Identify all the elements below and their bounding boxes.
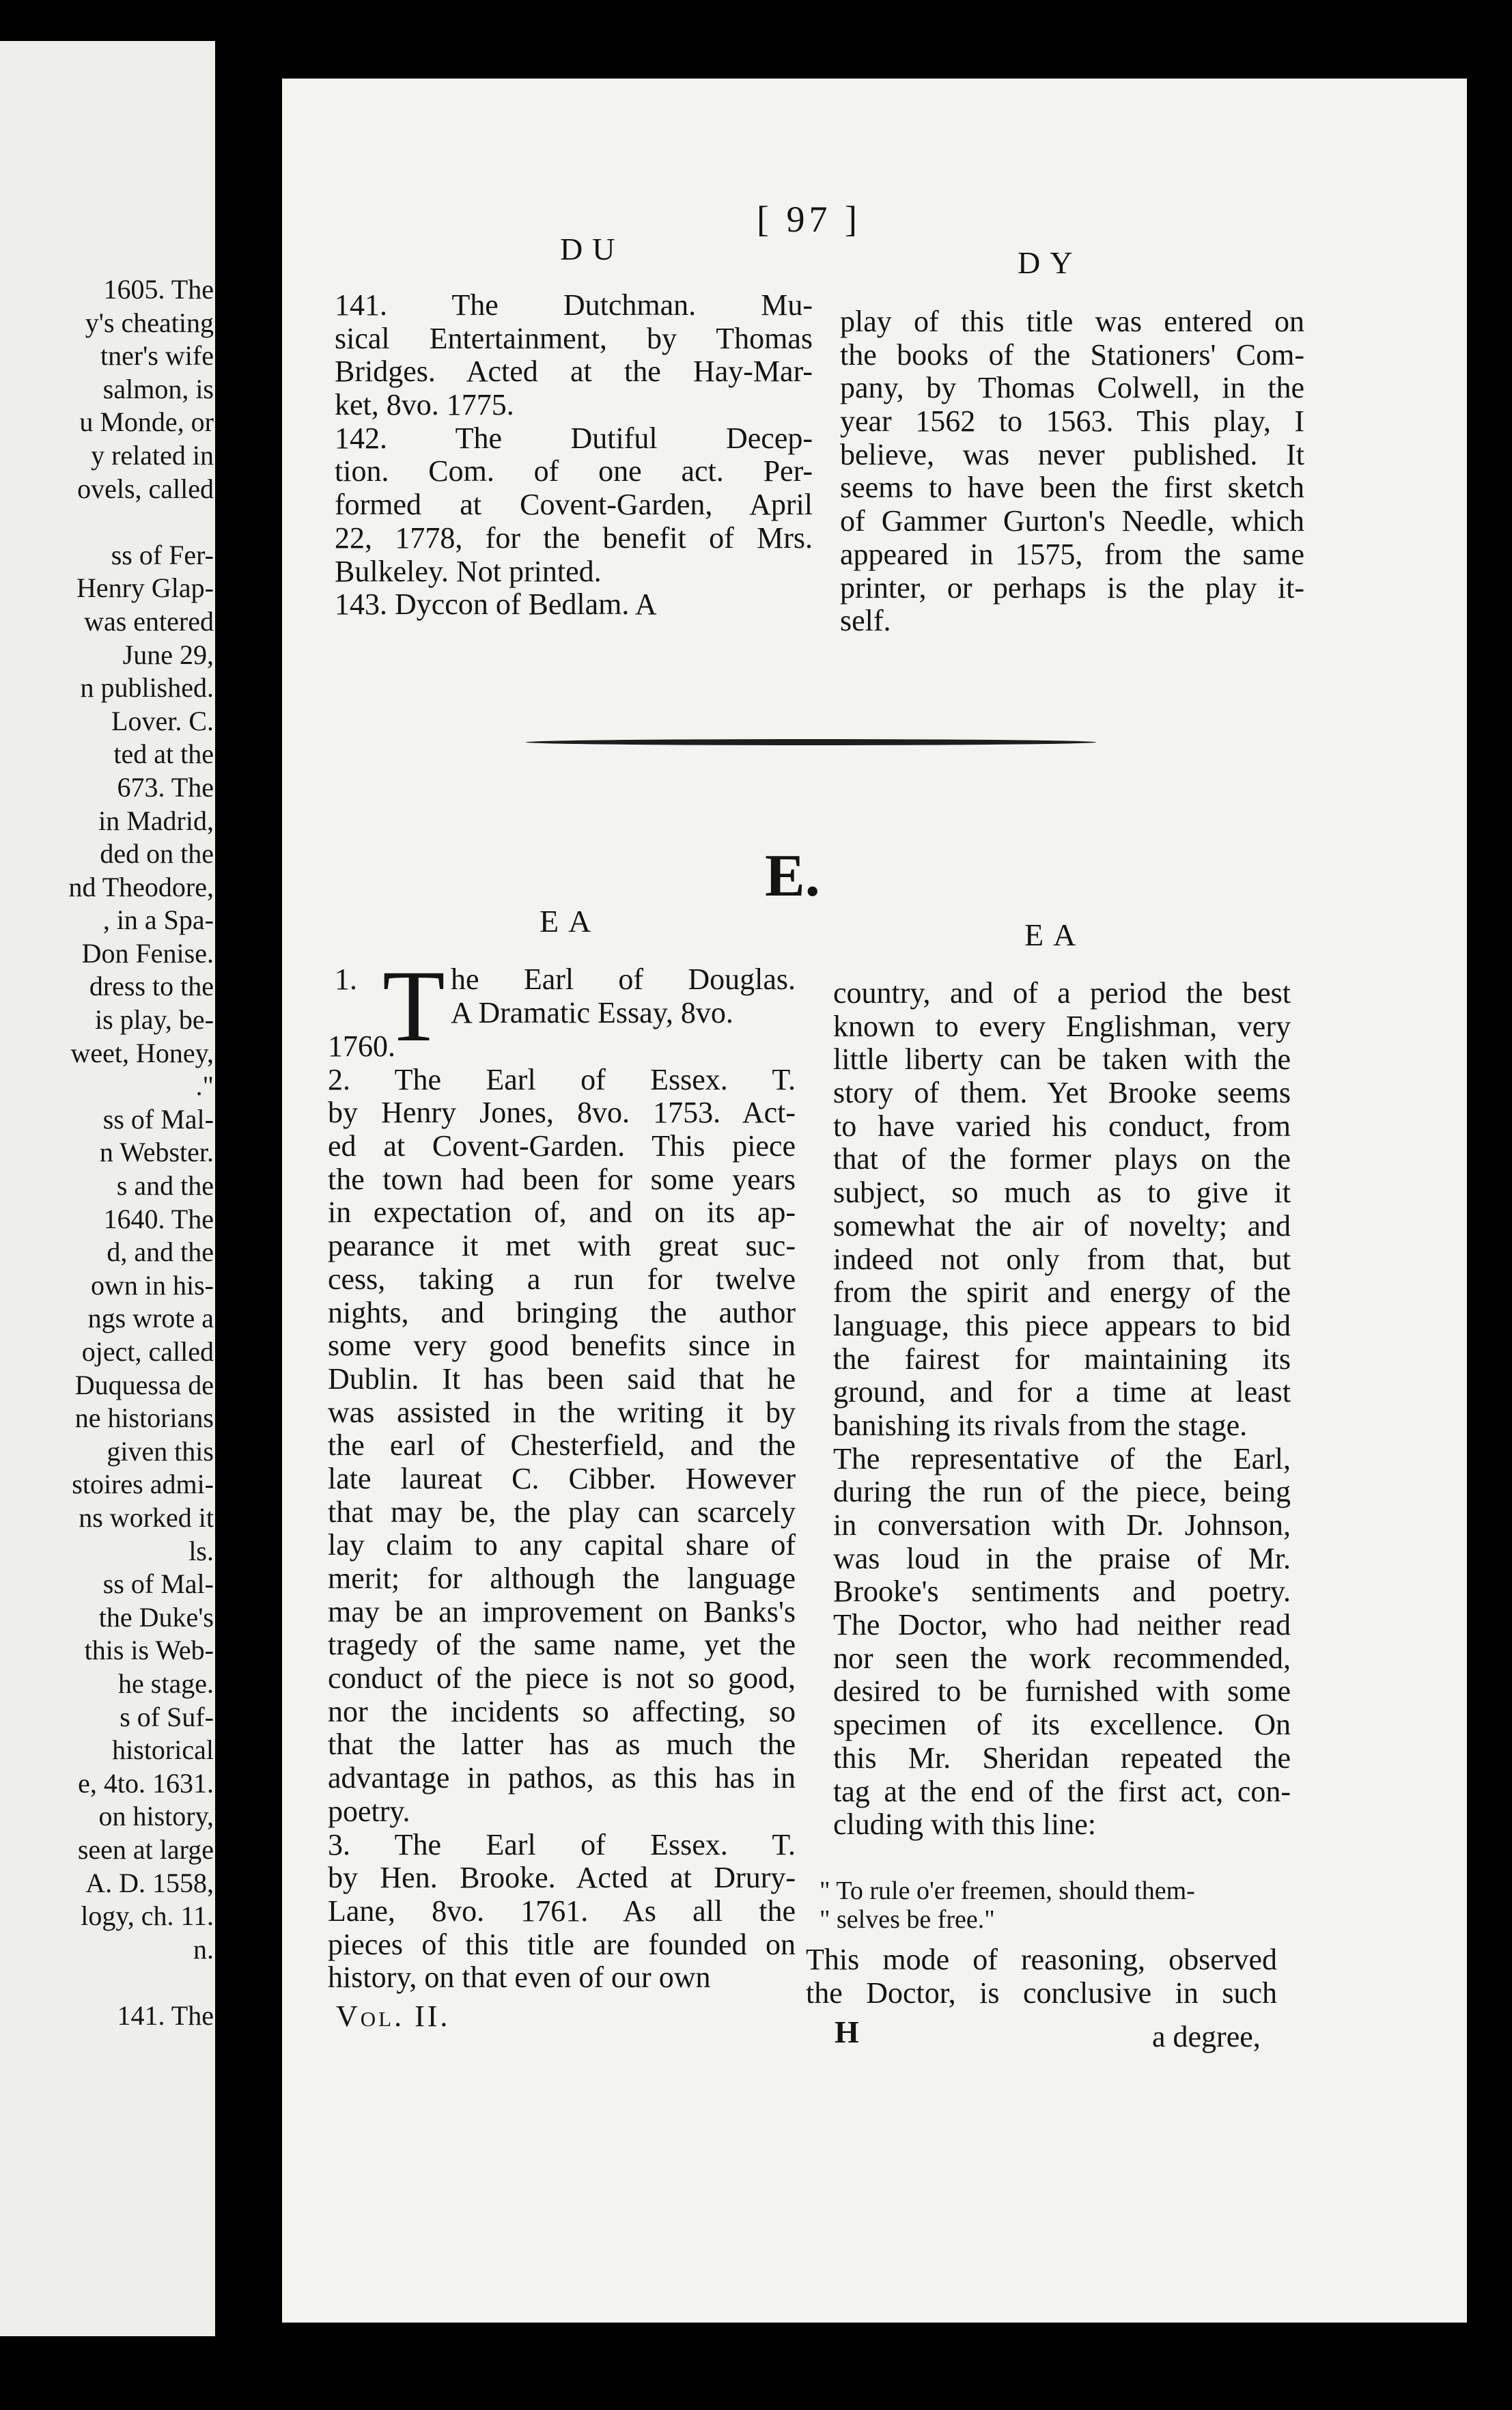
entry-line: The representative of the Earl, xyxy=(833,1441,1291,1476)
previous-page-line: historical xyxy=(112,1734,214,1766)
entry-line: banishing its rivals from the stage. xyxy=(833,1408,1248,1442)
previous-page-line: A. D. 1558, xyxy=(85,1867,214,1898)
entry-line: some very good benefits since in xyxy=(328,1329,796,1363)
previous-page-line: ss of Mal- xyxy=(102,1568,214,1600)
entry-line: late laureat C. Cibber. However xyxy=(328,1461,796,1495)
entry-line: by Henry Jones, 8vo. 1753. Act- xyxy=(328,1096,796,1130)
entry-line: pany, by Thomas Colwell, in the xyxy=(840,371,1304,405)
previous-page-line: u Monde, or xyxy=(79,406,214,438)
entry-line: was loud in the praise of Mr. xyxy=(833,1541,1291,1575)
entry-line: Lane, 8vo. 1761. As all the xyxy=(328,1894,796,1928)
entry-line: the fairest for maintaining its xyxy=(833,1342,1291,1376)
entry-line: 142. The Dutiful Decep- xyxy=(335,421,813,455)
previous-page-line: 1605. The xyxy=(103,274,214,305)
previous-page-line: ded on the xyxy=(100,838,214,870)
previous-page-line: ls. xyxy=(188,1535,214,1566)
entry-line: nor seen the work recommended, xyxy=(833,1641,1291,1675)
entry-line: language, this piece appears to bid xyxy=(833,1308,1291,1342)
previous-page-line: stoires admi- xyxy=(72,1469,214,1500)
previous-page-line: 141. The xyxy=(117,1999,214,2031)
previous-page-line: ." xyxy=(195,1070,214,1102)
entry-line: cess, taking a run for twelve xyxy=(328,1262,796,1296)
entry-line: that of the former plays on the xyxy=(833,1142,1291,1176)
entry-line: that may be, the play can scarcely xyxy=(328,1495,796,1529)
entry-line: ed at Covent-Garden. This piece xyxy=(328,1129,796,1163)
previous-page-line: Henry Glap- xyxy=(76,572,214,604)
previous-page-line: tner's wife xyxy=(100,340,214,372)
signature-mark: H xyxy=(835,2014,859,2049)
previous-page-line: ss of Fer- xyxy=(111,539,214,570)
previous-page-line: weet, Honey, xyxy=(70,1037,214,1068)
top-right-column xyxy=(840,305,1304,638)
previous-page-line: n published. xyxy=(80,672,214,704)
previous-page-line: ss of Mal- xyxy=(102,1103,214,1135)
previous-page-line: June 29, xyxy=(122,639,214,670)
entry-line: the books of the Stationers' Com- xyxy=(840,337,1304,372)
previous-page-line: own in his- xyxy=(91,1269,214,1301)
entry-line: story of them. Yet Brooke seems xyxy=(833,1076,1291,1110)
previous-page-text xyxy=(0,273,214,2032)
entry-line: printer, or perhaps is the play it- xyxy=(840,570,1304,605)
previous-page-line: on history, xyxy=(98,1801,214,1832)
top-left-column xyxy=(335,289,813,622)
entry-line: tion. Com. of one act. Per- xyxy=(335,454,813,488)
entry-line: 141. The Dutchman. Mu- xyxy=(335,288,813,322)
entry-line: little liberty can be taken with the xyxy=(833,1042,1291,1077)
entry-line: the earl of Chesterfield, and the xyxy=(328,1428,796,1463)
previous-page-fragment xyxy=(0,41,215,2336)
previous-page-line: n Webster. xyxy=(99,1137,214,1168)
entry-line: poetry. xyxy=(328,1794,410,1828)
previous-page-line: dress to the xyxy=(89,971,214,1002)
section-letter: E. xyxy=(765,843,820,909)
entry-line: in expectation of, and on its ap- xyxy=(328,1195,796,1230)
previous-page-line: s and the xyxy=(116,1170,214,1202)
previous-page-line: , in a Spa- xyxy=(102,904,214,936)
entry-line: indeed not only from that, but xyxy=(833,1242,1291,1276)
entry-line: desired to be furnished with some xyxy=(833,1674,1291,1708)
entry-line: merit; for although the language xyxy=(328,1562,796,1595)
entry-line: known to every Englishman, very xyxy=(833,1009,1291,1043)
previous-page-line: ns worked it xyxy=(79,1501,214,1533)
entry-line: cluding with this line: xyxy=(833,1808,1096,1842)
previous-page-line: the Duke's xyxy=(98,1601,214,1633)
entry-line: 143. Dyccon of Bedlam. A xyxy=(335,587,657,622)
entry-line: Bridges. Acted at the Hay-Mar- xyxy=(335,355,813,389)
previous-page-line: given this xyxy=(107,1435,214,1467)
entry-line: he Earl of Douglas. xyxy=(451,962,796,996)
previous-page-line: Duquessa de xyxy=(74,1369,214,1400)
entry-line: The Doctor, who had neither read xyxy=(833,1608,1291,1642)
entry-line: Brooke's sentiments and poetry. xyxy=(833,1575,1291,1609)
right-column-quotation xyxy=(820,1876,1277,1934)
right-column-continuation xyxy=(806,1943,1277,2010)
entry-line: this Mr. Sheridan repeated the xyxy=(833,1741,1291,1775)
entry-line: tag at the end of the first act, con- xyxy=(833,1774,1291,1808)
entry-line: play of this title was entered on xyxy=(840,305,1304,338)
entry-line: believe, was never published. It xyxy=(840,437,1304,471)
entry-line: pieces of this title are founded on xyxy=(328,1927,796,1961)
previous-page-line: ovels, called xyxy=(77,473,214,504)
previous-page-line: seen at large xyxy=(77,1833,214,1865)
previous-page-line: Don Fenise. xyxy=(81,937,214,969)
entry-line: Bulkeley. Not printed. xyxy=(335,554,602,588)
previous-page-line: in Madrid, xyxy=(98,805,214,836)
entry-line: country, and of a period the best xyxy=(833,976,1291,1010)
entry-line: pearance it met with great suc- xyxy=(328,1229,796,1263)
previous-page-line: nd Theodore, xyxy=(68,871,214,902)
entry-line: the Doctor, is conclusive in such xyxy=(806,1976,1277,2010)
entry-line: lay claim to any capital share of xyxy=(328,1528,796,1562)
previous-page-line: was entered xyxy=(84,605,214,637)
entry-line: seems to have been the first sketch xyxy=(840,471,1304,505)
entry-line: appeared in 1575, from the same xyxy=(840,537,1304,571)
entry-line: from the spirit and energy of the xyxy=(833,1275,1291,1310)
previous-page-line: salmon, is xyxy=(102,373,214,404)
entry-line: nor the incidents so affecting, so xyxy=(328,1694,796,1728)
previous-page-line: this is Web- xyxy=(84,1635,214,1666)
entry-line: the town had been for some years xyxy=(328,1162,796,1196)
entry-line: of Gammer Gurton's Needle, which xyxy=(840,504,1304,538)
entry-number-1: 1. xyxy=(335,962,357,996)
right-column-body xyxy=(833,977,1291,1842)
previous-page-line: d, and the xyxy=(107,1236,214,1268)
entry-line: 22, 1778, for the benefit of Mrs. xyxy=(335,521,813,555)
entry-line: tragedy of the same name, yet the xyxy=(328,1628,796,1662)
previous-page-line xyxy=(0,505,214,539)
entry-line: formed at Covent-Garden, April xyxy=(335,488,813,522)
catchword: a degree, xyxy=(1152,2020,1261,2053)
entry-line: Dublin. It has been said that he xyxy=(328,1361,796,1396)
previous-page-line: is play, be- xyxy=(94,1004,214,1036)
entry-line: may be an improvement on Banks's xyxy=(328,1594,796,1629)
previous-page-line: Lover. C. xyxy=(111,705,214,736)
section-left-headword: EA xyxy=(540,904,601,939)
previous-page-line: n. xyxy=(193,1933,214,1965)
entry-line: 3. The Earl of Essex. T. xyxy=(328,1827,796,1861)
entry-line: ground, and for a time at least xyxy=(833,1375,1291,1409)
entry-line: ket, 8vo. 1775. xyxy=(335,388,514,422)
previous-page-line: s of Suf- xyxy=(120,1701,214,1732)
previous-page-line xyxy=(0,1966,214,1999)
right-running-headword: DY xyxy=(1018,245,1082,280)
entry-line: that the latter has as much the xyxy=(328,1728,796,1762)
entry-line: was assisted in the writing it by xyxy=(328,1395,796,1429)
previous-page-line: 673. The xyxy=(117,771,214,803)
entry-line: by Hen. Brooke. Acted at Drury- xyxy=(328,1861,796,1895)
left-column-body xyxy=(328,1030,796,1995)
quotation-line: " To rule o'er freemen, should them- xyxy=(820,1876,1195,1905)
entry-line: to have varied his conduct, from xyxy=(833,1109,1291,1143)
entry-line: somewhat the air of novelty; and xyxy=(833,1208,1291,1243)
volume-signature: Vol. II. xyxy=(336,1999,451,2033)
entry-line: self. xyxy=(840,604,891,638)
previous-page-line: oject, called xyxy=(81,1336,214,1367)
previous-page-line: y related in xyxy=(91,439,214,471)
previous-page-line: ted at the xyxy=(113,738,214,770)
previous-page-line: he stage. xyxy=(118,1667,214,1699)
entry-line: specimen of its excellence. On xyxy=(833,1708,1291,1742)
section-right-headword: EA xyxy=(1024,917,1086,952)
left-column-indented-lines xyxy=(451,963,796,1029)
entry-line: history, on that even of our own xyxy=(328,1961,711,1995)
previous-page-line: e, 4to. 1631. xyxy=(78,1767,214,1799)
left-running-headword: DU xyxy=(560,232,625,266)
section-divider-rule xyxy=(526,739,1096,745)
previous-page-line: y's cheating xyxy=(85,307,214,338)
previous-page-line: ngs wrote a xyxy=(87,1303,214,1334)
entry-line: during the run of the piece, being xyxy=(833,1475,1291,1509)
entry-line: advantage in pathos, as this has in xyxy=(328,1761,796,1795)
entry-line: 2. The Earl of Essex. T. xyxy=(328,1062,796,1096)
entry-line: subject, so much as to give it xyxy=(833,1176,1291,1210)
entry-line: conduct of the piece is not so good, xyxy=(328,1661,796,1695)
entry-line: 1760. xyxy=(328,1029,395,1063)
entry-line: This mode of reasoning, observed xyxy=(806,1943,1277,1976)
entry-line: year 1562 to 1563. This play, I xyxy=(840,404,1304,439)
entry-line: A Dramatic Essay, 8vo. xyxy=(451,995,733,1029)
dropcap-letter: T xyxy=(382,950,445,1063)
previous-page-line: logy, ch. 11. xyxy=(81,1900,214,1932)
previous-page-line: ne historians xyxy=(74,1402,214,1434)
quotation-line: " selves be free." xyxy=(820,1905,995,1934)
previous-page-line: 1640. The xyxy=(103,1203,214,1234)
entry-line: nights, and bringing the author xyxy=(328,1295,796,1329)
page-number: [ 97 ] xyxy=(757,199,861,240)
entry-line: in conversation with Dr. Johnson, xyxy=(833,1508,1291,1542)
entry-line: sical Entertainment, by Thomas xyxy=(335,321,813,355)
